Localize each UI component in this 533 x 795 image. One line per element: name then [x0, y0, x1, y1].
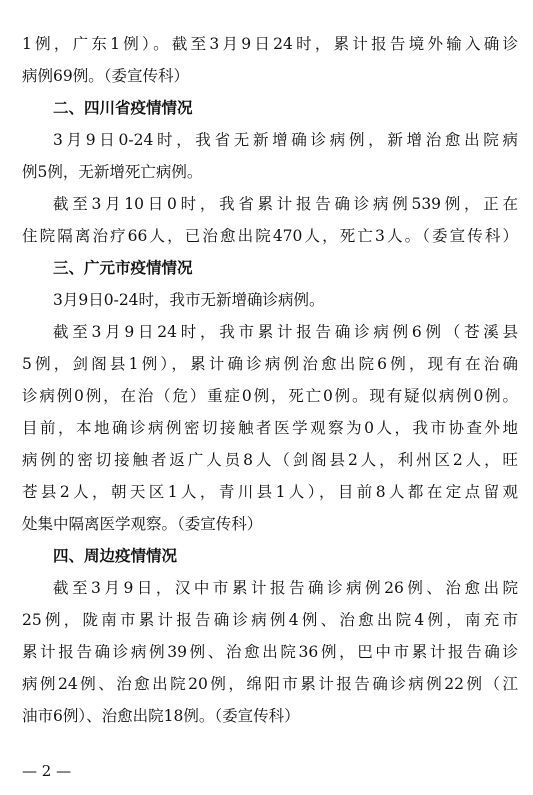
- text-line: 例5例，无新增死亡病例。: [22, 163, 203, 181]
- text-line: 25例，陇南市累计报告确诊病例4例、治愈出院4例，南充市: [22, 611, 518, 629]
- text-line: 目前，本地确诊病例密切接触者医学观察为0人，我市协查外地: [22, 419, 518, 437]
- text-line: 住院隔离治疗66人，已治愈出院470人，死亡3人。（委宣传科）: [22, 227, 518, 245]
- text-line: 截至3月9日24时，我市累计报告确诊病例6例（苍溪县: [53, 323, 518, 341]
- text-line: 1例，广东1例）。截至3月9日24时，累计报告境外输入确诊: [22, 35, 518, 53]
- section-heading: 三、广元市疫情情况: [53, 259, 193, 277]
- section-heading: 四、周边疫情情况: [53, 547, 178, 565]
- text-line: 截至3月9日，汉中市累计报告确诊病例26例、治愈出院: [53, 579, 518, 597]
- section-heading: 二、四川省疫情情况: [53, 99, 193, 117]
- text-line: 苍县2人，朝天区1人，青川县1人），目前8人都在定点留观: [22, 483, 518, 501]
- text-line: 累计报告确诊病例39例、治愈出院36例，巴中市累计报告确诊: [22, 643, 518, 661]
- text-line: 截至3月10日0时，我省累计报告确诊病例539例，正在: [53, 195, 518, 213]
- text-line: 3月9日0-24时，我市无新增确诊病例。: [53, 291, 325, 309]
- text-line: 3月9日0-24时，我省无新增确诊病例，新增治愈出院病: [53, 131, 518, 149]
- text-line: 油市6例）、治愈出院18例。（委宣传科）: [22, 707, 300, 725]
- text-line: 处集中隔离医学观察。（委宣传科）: [22, 515, 263, 533]
- text-line: 病例的密切接触者返广人员8人（剑阁县2人，利州区2人，旺: [22, 451, 518, 469]
- text-line: 病例69例。（委宣传科）: [22, 67, 189, 85]
- page-number: — 2 —: [22, 762, 72, 780]
- text-line: 诊病例0例，在治（危）重症0例，死亡0例。现有疑似病例0例。: [22, 387, 518, 405]
- text-line: 病例24例、治愈出院20例，绵阳市累计报告确诊病例22例（江: [22, 675, 518, 693]
- text-line: 5例，剑阁县1例），累计确诊病例治愈出院6例，现有在治确: [22, 355, 518, 373]
